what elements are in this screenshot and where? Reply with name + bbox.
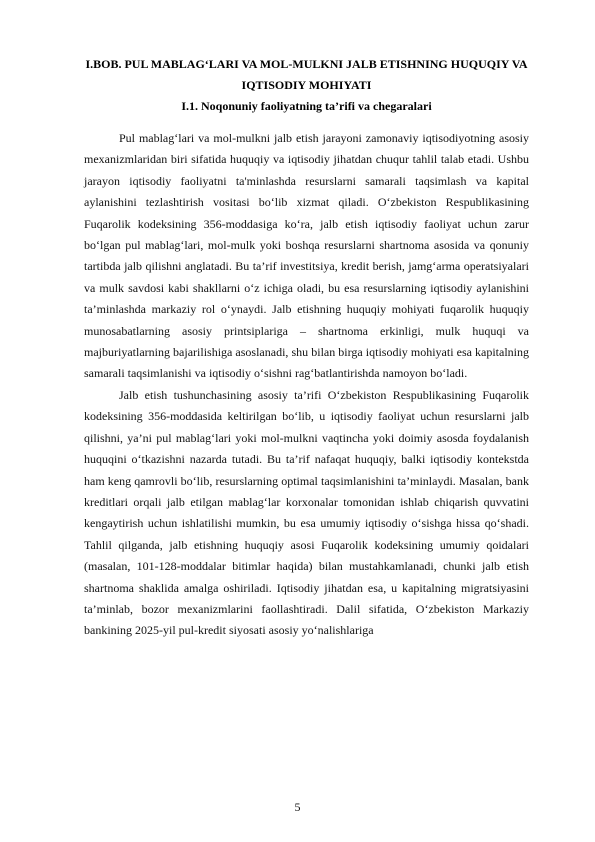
body-text — [84, 128, 529, 642]
paragraph: Jalb etish tushunchasining asosiy ta’rifi O‘zbekiston Respublikasining Fuqarolik kodeksining 356-moddasida keltirilgan bo‘lib, u iqtisodiy faoliyat uchun resurslarni jalb qilishni, ya’ni pul mablag‘lari yoki mol-mulkni vaqtincha yoki doimiy asosda foydalanish huquqini o‘tkazishni nazarda tutadi. Bu ta’rif nafaqat huquqiy, balki iqtisodiy kontekstda ham keng qamrovli bo‘lib, resurslarning optimal taqsimlanishini ta’minlaydi. Masalan, bank kreditlari orqali jalb etilgan mablag‘lar korxonalar tomonidan ishlab chiqarish quvvatini kengaytirish uchun ishlatilishi mumkin, bu esa umumiy iqtisodiy o‘sishga hissa qo‘shadi. Tahlil qilganda, jalb etishning huquqiy asosi Fuqarolik kodeksining umumiy qoidalari (masalan, 101-128-moddalar bitimlar haqida) bilan mustahkamlanadi, chunki jalb etish shartnoma shaklida amalga oshiriladi. Iqtisodiy jihatdan esa, u kapitalning migratsiyasini ta’minlab, bozor mexanizmlarini faollashtiradi. Dalil sifatida, O‘zbekiston Markaziy bankining 2025-yil pul-kredit siyosati asosiy yo‘nalishlariga — [84, 387, 529, 638]
section-title: I.1. Noqonuniy faoliyatning ta’rifi va chegaralari — [181, 99, 432, 113]
page-number: 5 — [294, 800, 301, 814]
chapter-title: I.BOB. PUL MABLAG‘LARI VA MOL-MULKNI JALB ETISHNING HUQUQIY VA IQTISODIY MOHIYATI — [85, 57, 528, 93]
paragraph: Pul mablag‘lari va mol-mulkni jalb etish jarayoni zamonaviy iqtisodiyotning asosiy mexanizmlaridan biri sifatida huquqiy va iqtisodiy jihatdan chuqur tahlil talab etadi. Ushbu jarayon iqtisodiy faoliyatni ta'minlashda resurslarni samarali taqsimlash va kapital aylanishini tezlashtirish vositasi bo‘lib xizmat qiladi. O‘zbekiston Respublikasining Fuqarolik kodeksining 356-moddasiga ko‘ra, jalb etish iqtisodiy faoliyat uchun zarur bo‘lgan pul mablag‘lari, mol-mulk yoki boshqa resurslarni shartnoma asosida va qonuniy tartibda jalb qilishni anglatadi. Bu ta’rif investitsiya, kredit berish, jamg‘arma operatsiyalari va mulk savdosi kabi shakllarni o‘z ichiga oladi, bu esa resurslarning iqtisodiy aylanishini ta’minlashda markaziy rol o‘ynaydi. Jalb etishning huquqiy mohiyati fuqarolik huquqiy munosabatlarning asosiy printsiplariga – shartnoma erkinligi, mulk huquqi va majburiyatlarning bajarilishiga asoslanadi, shu bilan birga iqtisodiy mohiyati esa kapitalning samarali taqsimlanishi va iqtisodiy o‘sishni rag‘batlantirishda namoyon bo‘ladi. — [84, 131, 529, 381]
